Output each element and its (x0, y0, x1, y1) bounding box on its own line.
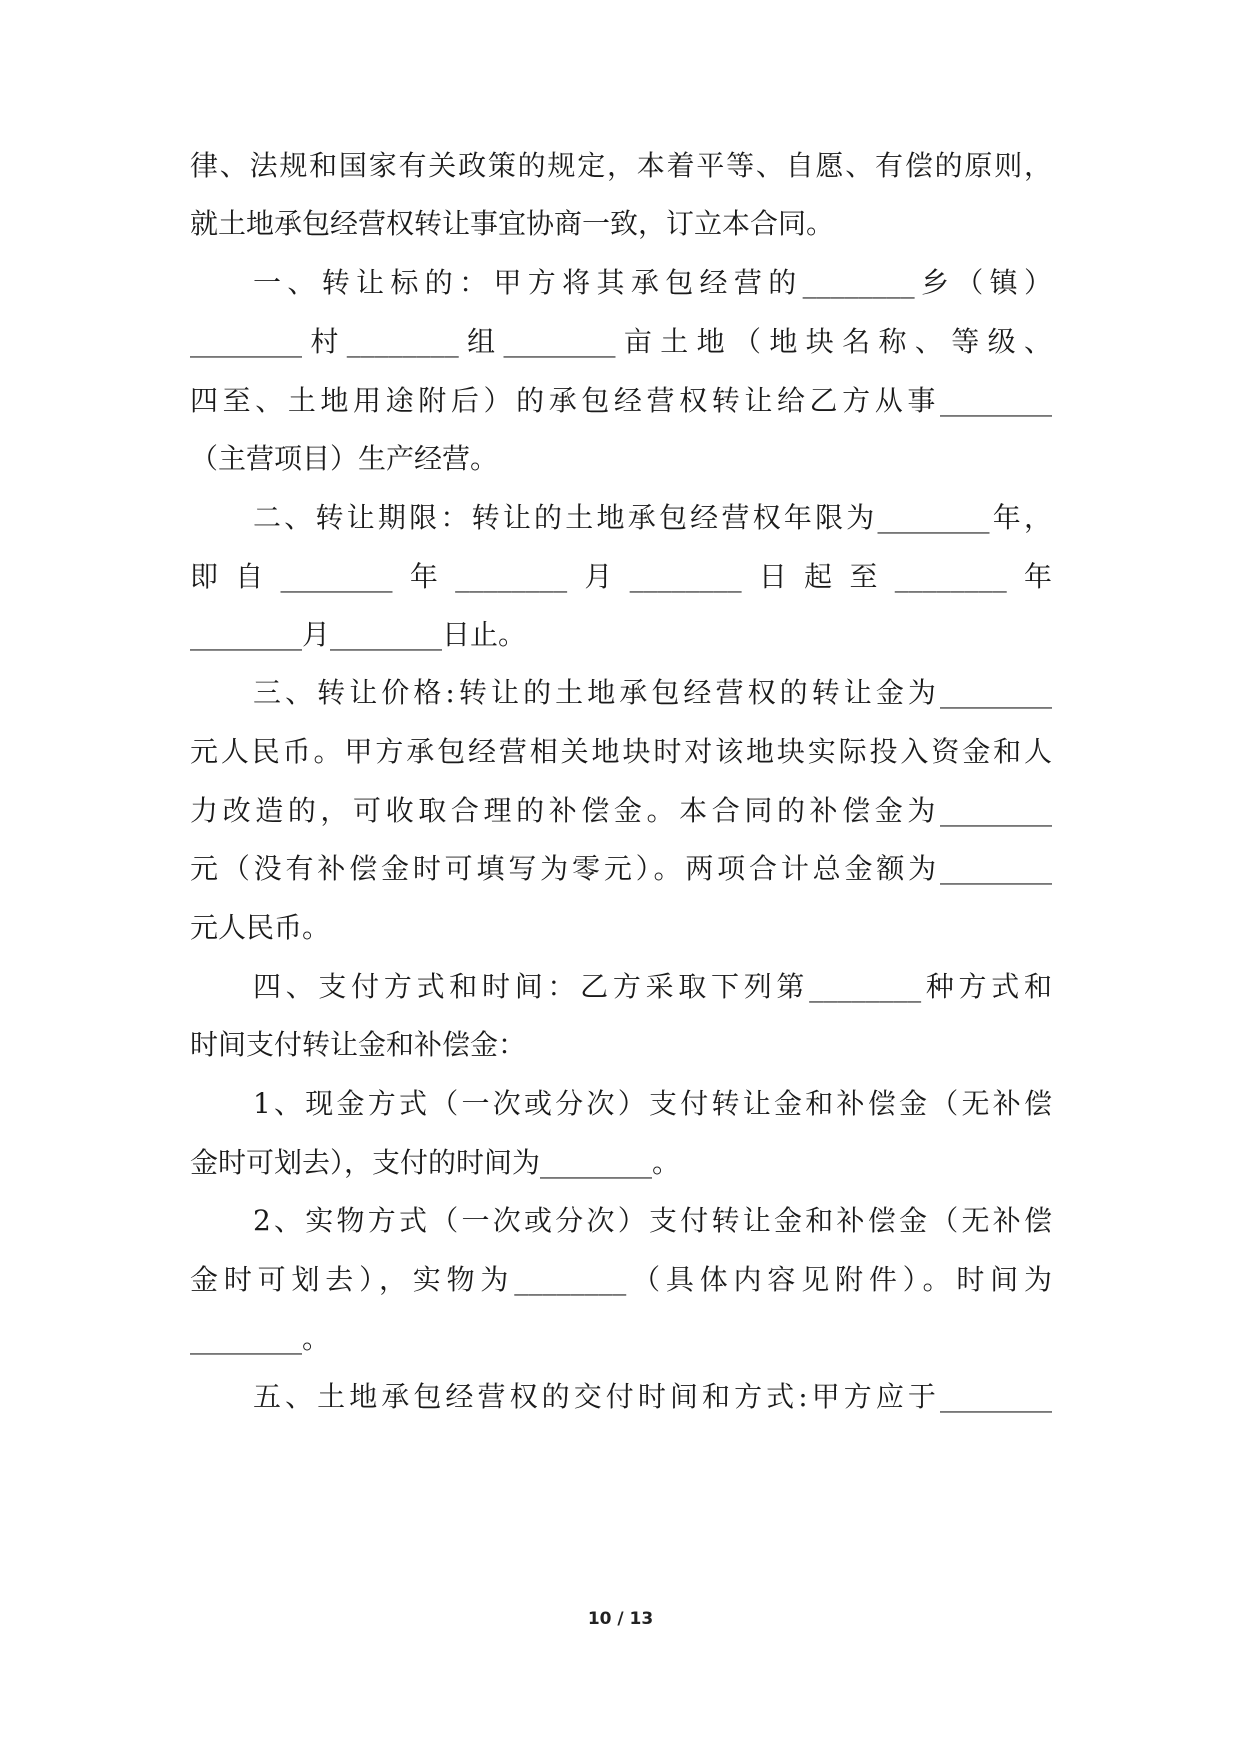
body-text-line: 金时可划去），实物为________（具体内容见附件）。时间为 (190, 1263, 1052, 1296)
body-text-line: ________村________组________亩土地（地块名称、等级、 (190, 325, 1052, 358)
payment-option-2-line: 2、实物方式（一次或分次）支付转让金和补偿金（无补偿 (253, 1204, 1052, 1237)
body-text-line: 元人民币。 (190, 911, 331, 944)
body-text-line: 元（没有补偿金时可填写为零元）。两项合计总金额为________ (190, 852, 1052, 885)
body-text-line: 律、法规和国家有关政策的规定，本着平等、自愿、有偿的原则， (190, 149, 1052, 182)
page-number: 10 / 13 (587, 1609, 654, 1629)
clause-5-heading-line: 五、土地承包经营权的交付时间和方式:甲方应于________ (253, 1380, 1052, 1413)
body-text-line: ________。 (190, 1322, 331, 1355)
clause-1-heading-line: 一、转让标的：甲方将其承包经营的________乡（镇） (253, 266, 1052, 299)
clause-2-heading-line: 二、转让期限：转让的土地承包经营权年限为________年， (253, 501, 1052, 534)
body-text-line: 元人民币。甲方承包经营相关地块时对该地块实际投入资金和人 (190, 735, 1052, 768)
payment-option-1-line: 1、现金方式（一次或分次）支付转让金和补偿金（无补偿 (253, 1087, 1052, 1120)
clause-3-heading-line: 三、转让价格:转让的土地承包经营权的转让金为________ (253, 676, 1052, 709)
body-text-line: 四至、土地用途附后）的承包经营权转让给乙方从事________ (190, 384, 1052, 417)
body-text-line: 就土地承包经营权转让事宜协商一致，订立本合同。 (190, 207, 835, 240)
body-text-line: （主营项目）生产经营。 (190, 442, 499, 475)
body-text-line: 时间支付转让金和补偿金： (190, 1028, 527, 1061)
body-text-line: 金时可划去），支付的时间为________。 (190, 1146, 681, 1179)
clause-4-heading-line: 四、支付方式和时间：乙方采取下列第________种方式和 (253, 970, 1052, 1003)
body-text-line: 即自________年________月________日起至________年 (190, 560, 1052, 593)
body-text-line: ________月________日止。 (190, 618, 527, 651)
body-text-line: 力改造的，可收取合理的补偿金。本合同的补偿金为________ (190, 794, 1052, 827)
